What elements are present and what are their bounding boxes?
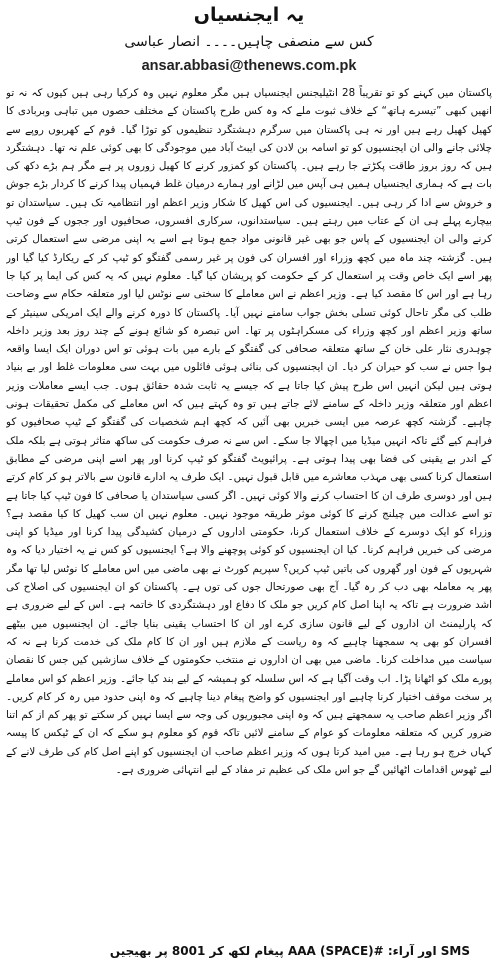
article-body-text: پاکستان میں کہنے کو تو تقریباً 28 انٹیلیجنس ایجنسیاں ہیں مگر معلوم نہیں وہ کرکیا رہی ہیں کیوں کہ نہ تو انھیں کبھی ”تیسرے ہاتھ“ کے خلاف ثبوت ملے کہ وہ کس طرح پاکستان کے مختلف حصوں میں تباہی وبربادی کا کھیل کھیل رہے ہیں اور نہ ہی پاکستان میں سرگرم دہشتگرد تنظیموں کو توڑا گیا۔ قوم کے کھربوں روپے سے چلائی جانے والی ان ایجنسیوں کو تو اسامہ بن لادن کی ایبٹ آباد میں موجودگی کا بھی کوئی علم نہ تھا۔ دہشتگرد ہیں کہ روز بروز طاقت پکڑتے جا رہے ہیں۔ پاکستان کو کمزور کرنے کا کھیل زوروں پر ہے مگر ہم بڑے دکھ کی بات ہے کہ ہماری ایجنسیاں ہمیں ہی آپس میں لڑانے اور ہمارے درمیان غلط فہمیاں پیدا کرنے کا کردار بڑے جوش و خروش سے ادا کر رہی ہیں۔ ایجنسیوں کی اس کھیل کا شکار وزیر اعظم اور انتظامیہ تک ہیں۔ سیاستدان تو بیچارے پہلے ہی ان کے عتاب میں رہتے ہیں۔ سیاستدانوں، سرکاری افسروں، صحافیوں اور ججوں کے فون ٹیپ کرنے والی ان ایجنسیوں کے پاس جو بھی غیر قانونی مواد جمع ہوتا ہے اسے یہ اپنی مرضی سے استعمال کرتی ہیں۔ گزشتہ چند ماہ میں کچھ وزراء اور افسران کی فون پر غیر رسمی گفتگو کو ٹیپ کر کے ریکارڈ کیا گیا اور پھر اسے ایک خاص وقت پر استعمال کر کے حکومت کو پریشان کیا گیا۔ معلوم نہیں کہ یہ کس کی ایما پر کیا جا رہا ہے اور اس کا مقصد کیا ہے۔ وزیر اعظم نے اس معاملے کا سختی سے نوٹس لیا اور متعلقہ حکام سے وضاحت طلب کی مگر تاحال کوئی تسلی بخش جواب سامنے نہیں آیا۔ پاکستان کا دورہ کرنے والے ایک امریکی سینیٹر کے ساتھ وزیر اعظم اور کچھ وزراء کی مسکراہٹوں پر تھا۔ اس تبصرہ کو شائع ہونے کے چند روز بعد وزیر داخلہ چوہدری نثار علی خان کے ساتھ متعلقہ صحافی کی گفتگو کے بارے میں بات ہوئی تو اس دوران ایک ایسا واقعہ ہوا جس نے سب کو حیران کر دیا۔ ان ایجنسیوں کی بنائی ہوئی فائلوں میں بہت سی معلومات غلط اور بے بنیاد ہوتی ہیں لیکن انہیں اس طرح پیش کیا جاتا ہے کہ جیسے یہ ثابت شدہ حقائق ہوں۔ جب ایسے معاملات وزیر اعظم اور متعلقہ وزیر داخلہ کے سامنے لائے جاتے ہیں تو وہ کہتے ہیں کہ اس معاملے کی مکمل تحقیقات ہونی چاہیے۔ گزشتہ کچھ عرصہ میں ایسی خبریں بھی آئیں کہ کچھ اہم شخصیات کی گفتگو کے ٹیپ صحافیوں کو فراہم کیے گئے تاکہ انہیں میڈیا میں اچھالا جا سکے۔ اس سے نہ صرف حکومت کی ساکھ متاثر ہوتی ہے بلکہ ملک کے اندر بے یقینی کی فضا بھی پیدا ہوتی ہے۔ پرائیویٹ گفتگو کو ٹیپ کرنا اور پھر اسے اپنی مرضی کے مطابق استعمال کرنا کسی بھی مہذب معاشرے میں قابل قبول نہیں۔ ایک طرف یہ ادارے قانون سے بالاتر ہو کر کام کرتے ہیں اور دوسری طرف ان کا احتساب کرنے والا کوئی نہیں۔ اگر کسی سیاستدان یا صحافی کا فون ٹیپ کیا جاتا ہے تو اسے عدالت میں چیلنج کرنے کا کوئی موثر طریقہ موجود نہیں۔ معلوم نہیں ان سب کھیل کا کیا مقصد ہے؟ وزراء کو ایک دوسرے کے خلاف استعمال کرنا، حکومتی اداروں کے درمیان کشیدگی پیدا کرنا اور میڈیا کو اپنی مرضی کی خبریں فراہم کرنا۔ کیا ان ایجنسیوں کو کوئی پوچھنے والا ہے؟ ایجنسیوں کو کس نے یہ اختیار دیا کہ وہ شہریوں کے فون اور گھروں کی باتیں ٹیپ کریں؟ سپریم کورٹ نے بھی ماضی میں اس معاملے کا نوٹس لیا تھا مگر پھر یہ معاملہ بھی دب کر رہ گیا۔ آج بھی صورتحال جوں کی توں ہے۔ پاکستان کو ان ایجنسیوں کی اصلاح کی اشد ضرورت ہے تاکہ یہ اپنا اصل کام کریں جو ملک کا دفاع اور دہشتگردی کا خاتمہ ہے۔ اس کے لیے ضروری ہے کہ پارلیمنٹ ان اداروں کے لیے قانون سازی کرے اور ان کا احتساب یقینی بنایا جائے۔ ان ایجنسیوں میں بیٹھے افسران کو بھی یہ سمجھنا چاہیے کہ وہ ریاست کے ملازم ہیں اور ان کا کام ملک کی خدمت کرنا ہے نہ کہ سیاست میں مداخلت کرنا۔ ماضی میں بھی ان اداروں نے منتخب حکومتوں کے خلاف سازشیں کیں جس کا نقصان پورے ملک کو اٹھانا پڑا۔ اب وقت آگیا ہے کہ اس سلسلہ کو ہمیشہ کے لیے بند کیا جائے۔ وزیر اعظم کو اس معاملے پر سخت موقف اختیار کرنا چاہیے اور ایجنسیوں کو واضح پیغام دینا چاہیے کہ وہ اپنی حدود میں رہ کر کام کریں۔ اگر وزیر اعظم صاحب یہ سمجھتے ہیں کہ وہ اپنی مجبوریوں کی وجہ سے ایسا نہیں کر سکتے تو پھر کم از کم اتنا ضرور کریں کہ متعلقہ معلومات کو عوام کے سامنے لائیں تاکہ قوم کو معلوم ہو سکے کہ ان کے ٹیکس کا پیسہ کہاں خرچ ہو رہا ہے۔ میں امید کرتا ہوں کہ وزیر اعظم صاحب ان ایجنسیوں کو اپنے اصل کام کی طرف لانے کے لیے ٹھوس اقدامات اٹھائیں گے جو اس ملک کی عظیم تر مفاد کے لیے انتہائی ضروری ہے۔ xyxy=(6,87,492,776)
article-title: یہ ایجنسیاں xyxy=(193,4,305,26)
article-subtitle-author: کس سے منصفی چاہیں۔۔۔۔ انصار عباسی xyxy=(124,34,374,50)
sms-footer: SMS اور آراء: #AAA (SPACE) پیغام لکھ کر 8001 پر بھیجیں xyxy=(109,944,470,958)
author-email: ansar.abbasi@thenews.com.pk xyxy=(141,58,357,74)
article-body xyxy=(6,84,492,936)
